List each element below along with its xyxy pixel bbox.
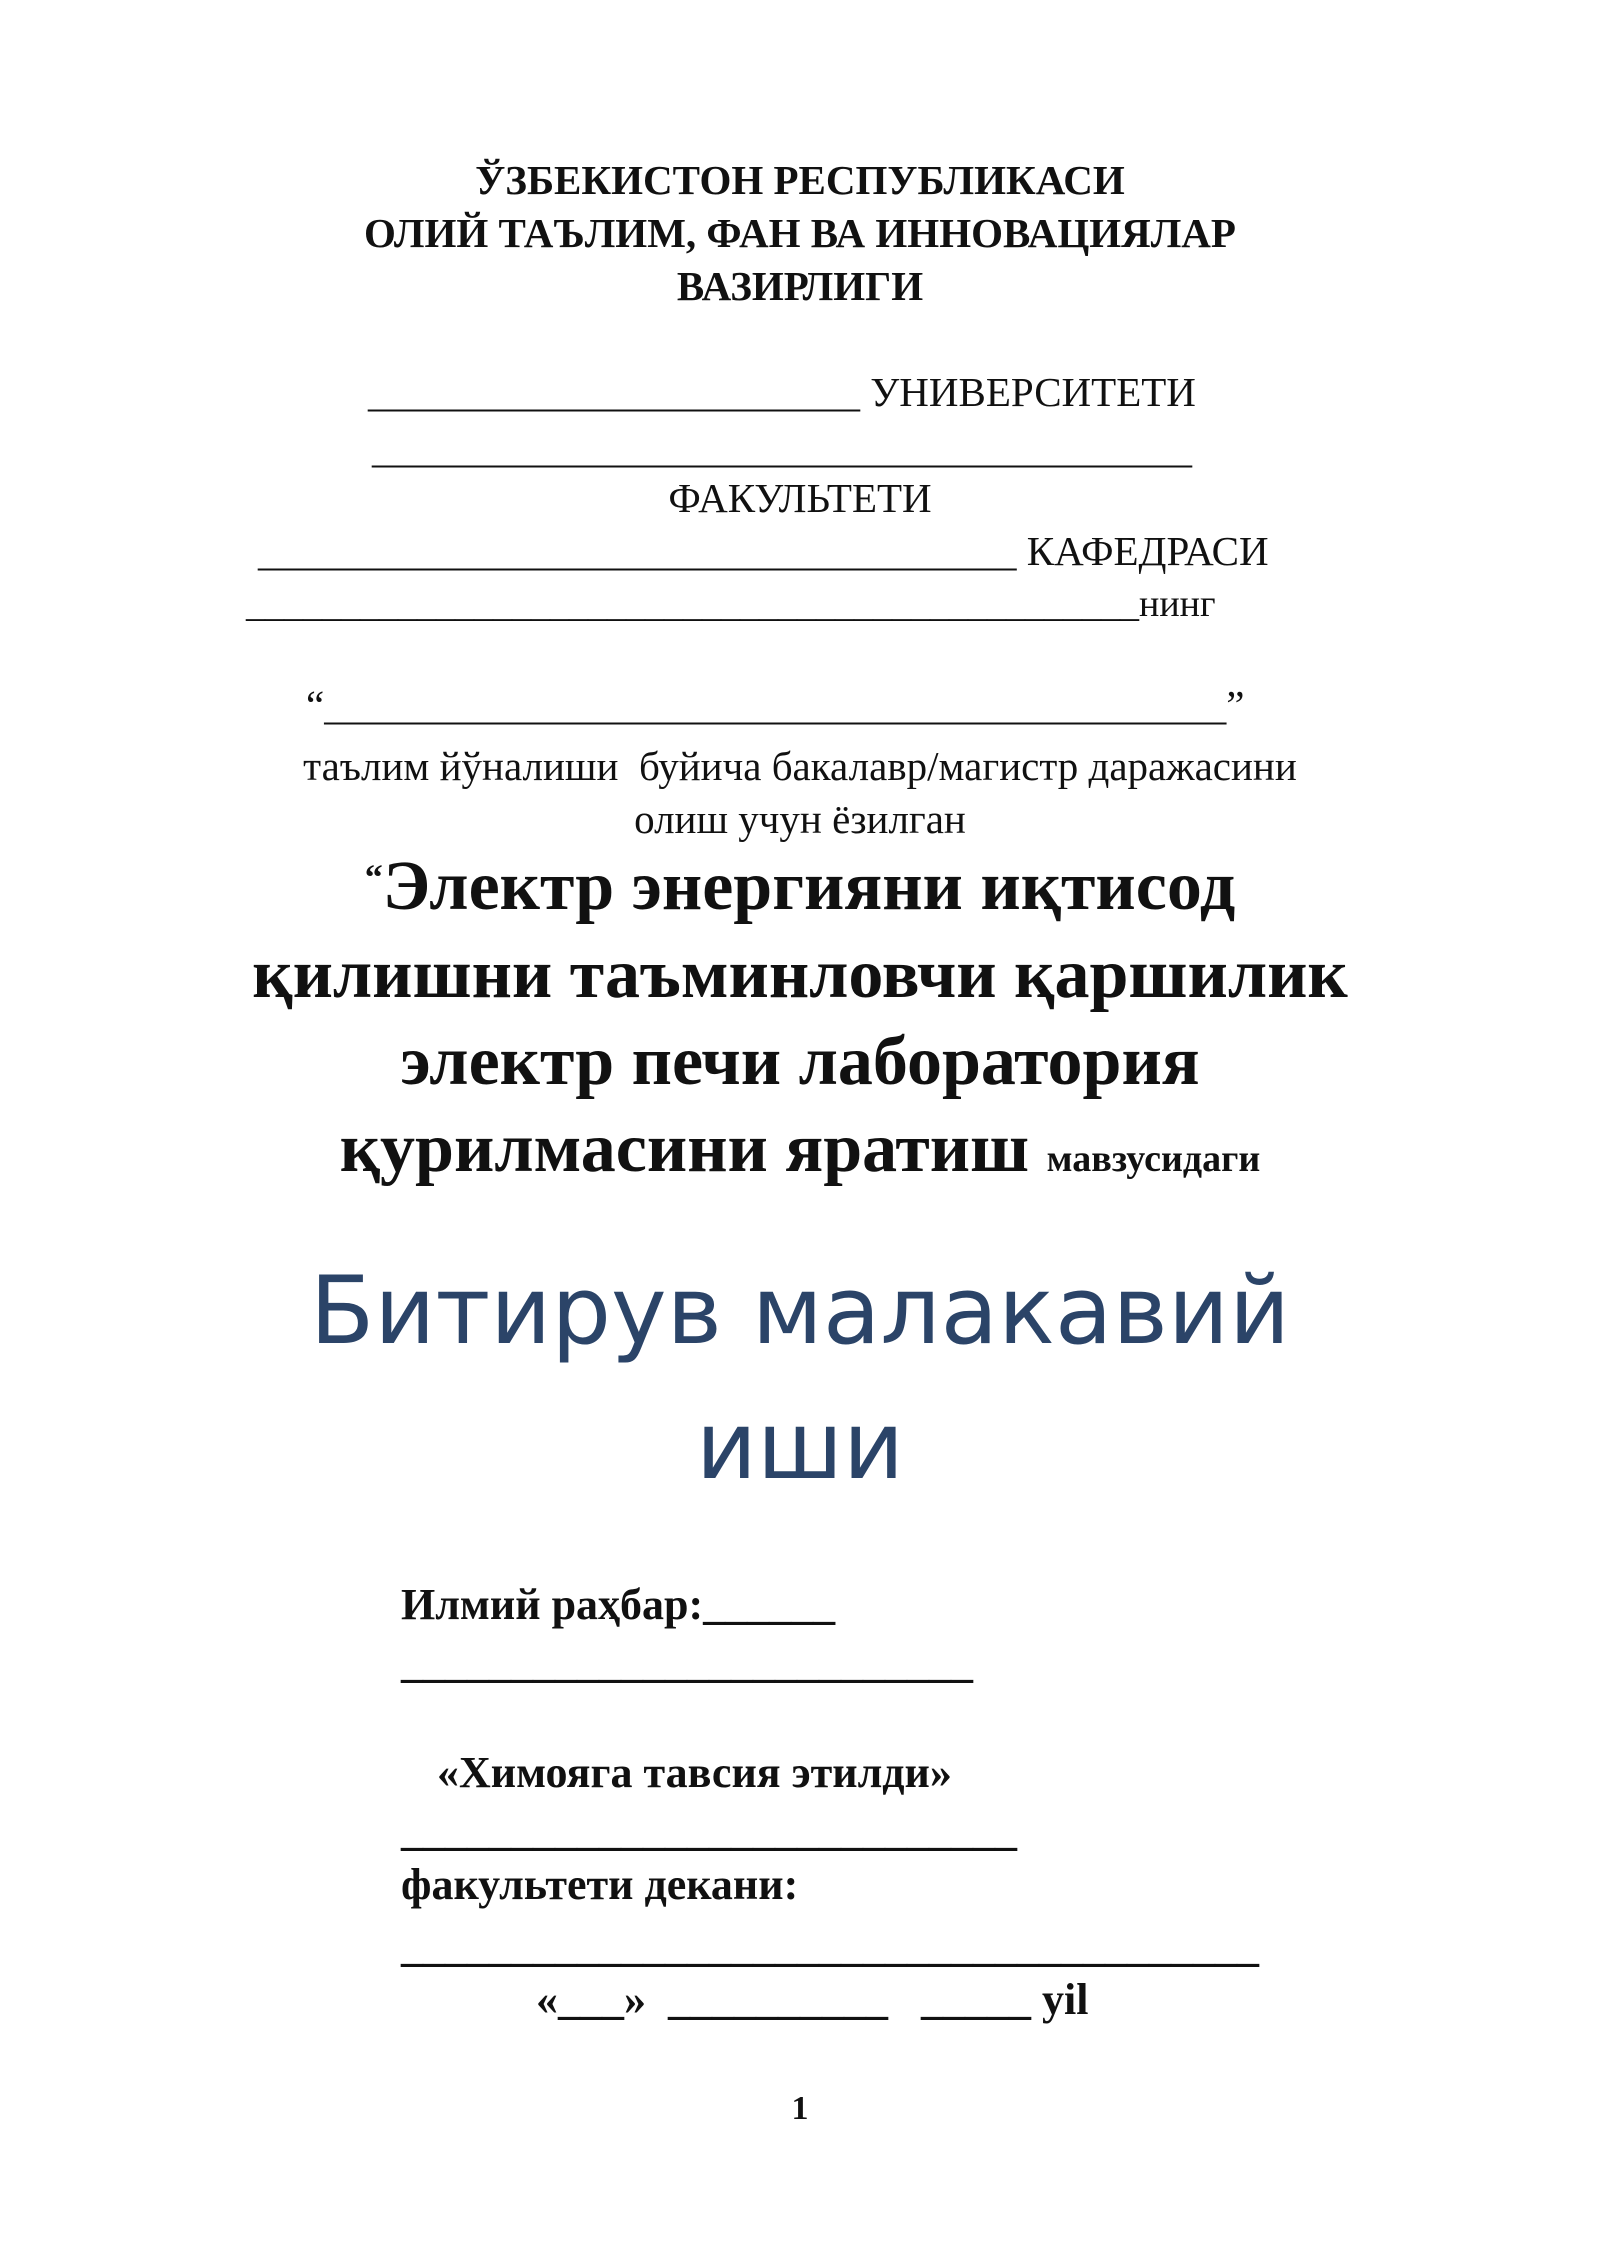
dean-blank: _______________________________________ (401, 1922, 1259, 1971)
direction-line-1: таълим йўналиши буйича бакалавр/магистр даражасини (303, 743, 1297, 789)
department-line (258, 528, 1269, 574)
of-line (246, 585, 1216, 623)
date-month: __________ (668, 1975, 888, 2024)
supervisor-blank: __________________________ (401, 1638, 973, 1687)
direction-blank: ____________________________________________ (324, 682, 1227, 728)
faculty-label: ФАКУЛЬТЕТИ (668, 475, 932, 521)
topic-line-1-text: Электр энергияни иқтисод (382, 848, 1236, 925)
topic-line-3: электр печи лаборатория (400, 1023, 1200, 1100)
date-line (536, 1975, 1089, 2024)
work-title-line-2: иши (695, 1392, 905, 1501)
topic-line-1 (0, 848, 1600, 925)
direction-quote-close: ” (1226, 682, 1245, 728)
department-label: КАФЕДРАСИ (1026, 528, 1269, 574)
header-line-1: ЎЗБЕКИСТОН РЕСПУБЛИКАСИ (475, 157, 1125, 203)
of-label: нинг (1139, 583, 1216, 625)
page-number: 1 (791, 2090, 809, 2127)
topic-line-2: қилишни таъминловчи қаршилик (252, 936, 1348, 1013)
department-blank: _____________________________________ (258, 528, 1017, 574)
dean-blank-top: ____________________________ (401, 1806, 1017, 1855)
direction-quote-open: “ (306, 682, 325, 728)
recommended-text: «Химояга тавсия этилди» (437, 1748, 952, 1797)
topic-suffix: мавзусидаги (1046, 1138, 1261, 1180)
university-label: УНИВЕРСИТЕТИ (870, 369, 1196, 415)
topic-line-4-text: қурилмасини яратиш (339, 1110, 1030, 1187)
supervisor-label: Илмий раҳбар:______ (401, 1580, 836, 1629)
header-line-2: ОЛИЙ ТАЪЛИМ, ФАН ВА ИННОВАЦИЯЛАР (364, 210, 1236, 256)
topic-quote-open: “ (364, 857, 383, 897)
faculty-blank: ________________________________________ (372, 425, 1192, 471)
date-day: «___» (536, 1975, 646, 2024)
dean-label: факультети декани: (401, 1860, 799, 1909)
university-line (368, 369, 1196, 415)
header-line-3: ВАЗИРЛИГИ (676, 263, 924, 309)
topic-line-4 (0, 1110, 1600, 1187)
direction-blank-line (306, 682, 1245, 728)
date-year-label: yil (1042, 1975, 1089, 2024)
direction-line-2: олиш учун ёзилган (634, 796, 966, 842)
university-blank: ________________________ (368, 369, 860, 415)
date-year-blank: _____ (921, 1975, 1031, 2024)
work-title-line-1: Битирув малакавий (309, 1257, 1291, 1366)
of-blank: _______________________________________________ (246, 583, 1139, 625)
